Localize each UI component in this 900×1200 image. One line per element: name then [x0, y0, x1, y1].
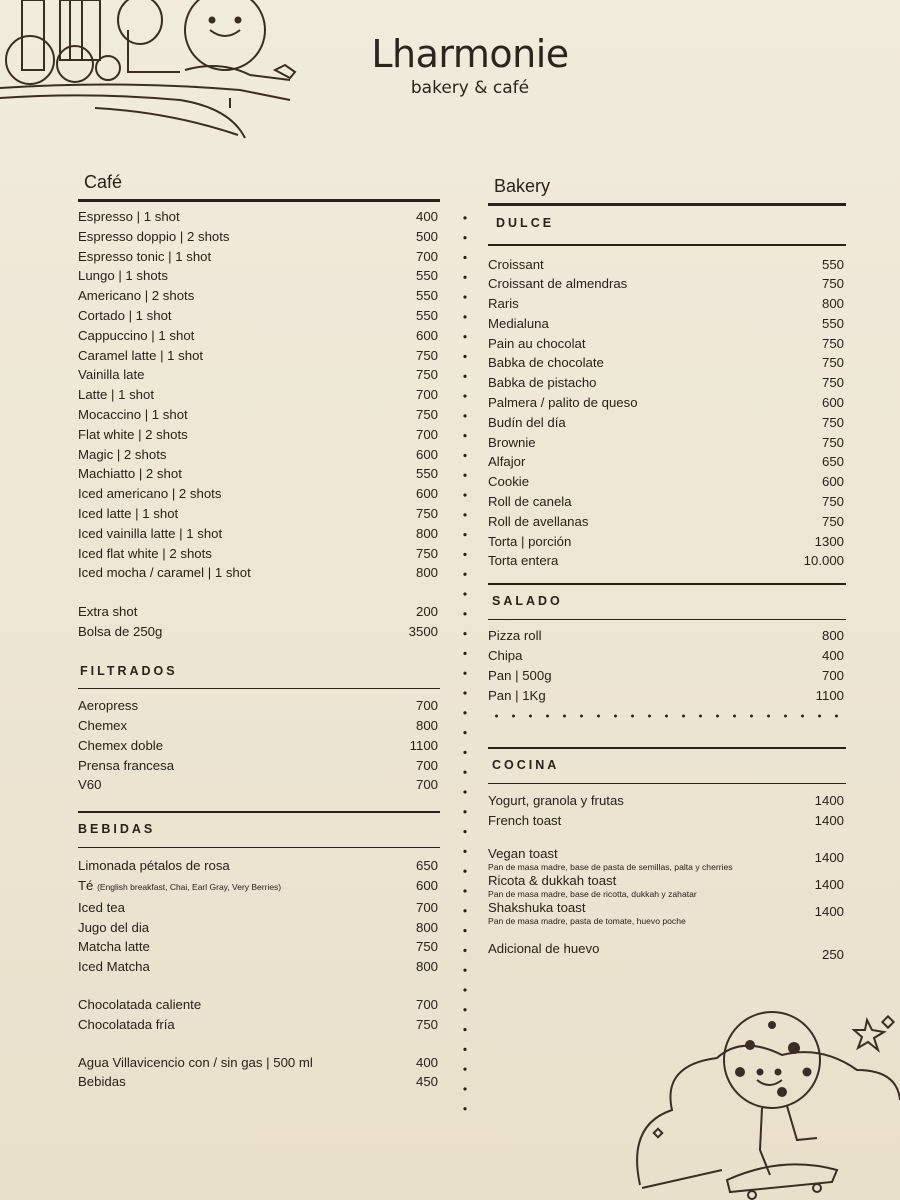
- chocolatadas-list: [78, 995, 440, 1035]
- item-name-text: Babka de pistacho: [488, 375, 597, 391]
- item-price: 200: [415, 604, 438, 620]
- item-name: [78, 247, 380, 267]
- item-price: 750: [821, 414, 844, 430]
- item-price: 750: [415, 505, 438, 521]
- item-price: 1400: [814, 813, 844, 829]
- item-description: Pan de masa madre, base de ricotta, dukkah y zahatar: [488, 889, 697, 900]
- menu-item: [488, 512, 846, 532]
- cookie-skater-illustration: [622, 1010, 900, 1200]
- item-name: [78, 464, 380, 484]
- divider: [488, 619, 846, 621]
- item-price: 550: [821, 315, 844, 331]
- cocina-heading: COCINA: [492, 757, 560, 772]
- menu-item: [488, 452, 846, 472]
- menu-item: [78, 464, 440, 484]
- espresso-list: [78, 207, 440, 583]
- brand-tagline: bakery & café: [410, 78, 530, 98]
- item-price: 700: [415, 757, 438, 773]
- item-name: [78, 716, 380, 736]
- item-price: 600: [415, 327, 438, 343]
- menu-item: [78, 504, 440, 524]
- item-name: [78, 346, 380, 366]
- menu-item: [488, 492, 846, 512]
- menu-item: [78, 622, 440, 642]
- item-name-text: Iced Matcha: [78, 959, 150, 975]
- item-name: [488, 373, 786, 393]
- item-price: 3500: [408, 623, 438, 639]
- menu-item: [78, 326, 440, 346]
- menu-item: [78, 227, 440, 247]
- item-price: 750: [415, 347, 438, 363]
- item-name: Adicional de huevo: [488, 941, 600, 957]
- menu-item: [78, 445, 440, 465]
- item-price: 750: [821, 335, 844, 351]
- item-price: 700: [415, 997, 438, 1012]
- menu-item: [488, 791, 846, 811]
- item-name-text: Ricota & dukkah toast: [488, 873, 617, 889]
- item-name: [488, 294, 786, 314]
- item-name: [488, 900, 786, 927]
- salado-heading: SALADO: [492, 593, 563, 608]
- item-name-text: Chipa: [488, 648, 523, 664]
- item-name: [78, 405, 380, 425]
- menu-item: [78, 775, 440, 795]
- item-name-text: Cortado | 1 shot: [78, 307, 172, 323]
- item-name: [78, 306, 380, 326]
- item-price: 750: [821, 494, 844, 510]
- item-price: 550: [415, 288, 438, 304]
- menu-item: [488, 646, 846, 666]
- divider: [78, 688, 440, 690]
- menu-item: [78, 856, 440, 876]
- menu-item: [488, 353, 846, 373]
- item-name-text: Iced latte | 1 shot: [78, 505, 179, 521]
- item-price: 650: [821, 454, 844, 470]
- item-name: [78, 957, 380, 977]
- item-name: [488, 551, 786, 571]
- dulce-list: [488, 255, 846, 572]
- item-name-text: Mocaccino | 1 shot: [78, 406, 188, 422]
- item-name-text: Croissant: [488, 256, 544, 272]
- item-name: [78, 602, 380, 622]
- item-name: [78, 286, 380, 306]
- menu-item: [488, 314, 846, 334]
- item-name-text: Aeropress: [78, 698, 139, 714]
- menu-item: [78, 756, 440, 776]
- item-name-text: Espresso doppio | 2 shots: [78, 228, 230, 244]
- item-name: [78, 775, 380, 795]
- item-name: [488, 314, 786, 334]
- menu-item: [78, 898, 440, 918]
- item-price: 400: [415, 1054, 438, 1070]
- item-name: [78, 544, 380, 564]
- item-price: 600: [821, 474, 844, 490]
- menu-item: [488, 433, 846, 453]
- item-price: 550: [415, 268, 438, 284]
- item-price: 1400: [814, 793, 844, 809]
- menu-item: [78, 716, 440, 736]
- item-name: [78, 504, 380, 524]
- item-name-text: Cappuccino | 1 shot: [78, 327, 195, 343]
- item-name: [78, 856, 380, 876]
- item-name: [488, 686, 786, 706]
- item-name-text: Yogurt, granola y frutas: [488, 793, 624, 809]
- menu-item: [78, 484, 440, 504]
- menu-item: [488, 900, 846, 927]
- item-name-text: Vainilla late: [78, 367, 145, 383]
- item-price: 800: [821, 296, 844, 312]
- item-name-text: Pain au chocolat: [488, 335, 586, 351]
- item-name-text: Vegan toast: [488, 846, 558, 862]
- item-name: [78, 736, 380, 756]
- item-price: 700: [821, 667, 844, 683]
- item-name-text: Pan | 1Kg: [488, 687, 546, 703]
- item-name-text: Medialuna: [488, 315, 549, 331]
- item-name-text: Espresso tonic | 1 shot: [78, 248, 212, 264]
- divider: [488, 783, 846, 785]
- menu-item: [78, 365, 440, 385]
- menu-item: [488, 846, 846, 873]
- item-name: [488, 393, 786, 413]
- item-name-text: Lungo | 1 shots: [78, 268, 168, 284]
- aguas-list: [78, 1053, 440, 1093]
- item-name-text: Té: [78, 878, 94, 894]
- cafe-column: [78, 172, 440, 1092]
- item-name: [488, 846, 786, 873]
- item-name-text: Babka de chocolate: [488, 355, 604, 371]
- item-name-text: Raris: [488, 296, 519, 312]
- brand-header: [360, 32, 580, 98]
- item-price: 550: [821, 256, 844, 272]
- filtrados-heading: FILTRADOS: [80, 663, 178, 678]
- item-name-text: Cookie: [488, 474, 530, 490]
- item-price: 750: [415, 406, 438, 422]
- item-price: 700: [415, 899, 438, 915]
- menu-item: [488, 294, 846, 314]
- item-price: 800: [415, 919, 438, 935]
- item-name-text: Bebidas: [78, 1074, 126, 1090]
- divider: [78, 199, 440, 202]
- item-name: [78, 425, 380, 445]
- item-name-text: Iced mocha / caramel | 1 shot: [78, 565, 251, 581]
- menu-item: [488, 393, 846, 413]
- item-price: 400: [415, 209, 438, 224]
- item-name: [78, 266, 380, 286]
- item-name-text: Palmera / palito de queso: [488, 395, 638, 411]
- item-name-text: Chemex doble: [78, 737, 164, 753]
- item-name-text: Extra shot: [78, 604, 138, 620]
- item-name: [78, 524, 380, 544]
- item-name: [78, 898, 380, 918]
- divider: [488, 244, 846, 246]
- item-price: 250: [821, 947, 844, 963]
- item-name: [488, 666, 786, 686]
- item-price: 600: [821, 395, 844, 411]
- item-name: [488, 452, 786, 472]
- menu-item: [78, 524, 440, 544]
- menu-item: [78, 1015, 440, 1035]
- item-price: 1100: [815, 687, 844, 703]
- item-price: 500: [415, 228, 438, 244]
- item-price: 1400: [814, 850, 844, 866]
- divider: [488, 583, 846, 585]
- item-name: [78, 1015, 380, 1035]
- item-name: [488, 626, 786, 646]
- item-price: 750: [415, 939, 438, 955]
- menu-item: [488, 939, 846, 965]
- item-name-text: Caramel latte | 1 shot: [78, 347, 204, 363]
- item-name-text: Croissant de almendras: [488, 276, 628, 292]
- item-name-text: Americano | 2 shots: [78, 288, 195, 304]
- menu-item: [488, 551, 846, 571]
- item-price: 750: [821, 355, 844, 371]
- item-name-text: Latte | 1 shot: [78, 387, 155, 403]
- divider: [488, 203, 846, 206]
- bebidas-list: [78, 856, 440, 977]
- item-name: [488, 334, 786, 354]
- item-price: 600: [415, 486, 438, 502]
- item-name-text: Budín del día: [488, 414, 566, 430]
- item-name: [78, 696, 380, 716]
- menu-item: [78, 346, 440, 366]
- item-name-text: Torta | porción: [488, 533, 572, 549]
- menu-item: [78, 918, 440, 938]
- item-description: Pan de masa madre, pasta de tomate, huevo poche: [488, 916, 686, 927]
- item-name: [78, 227, 380, 247]
- item-price: 700: [415, 426, 438, 442]
- item-description: Pan de masa madre, base de pasta de semillas, palta y cherries: [488, 862, 733, 873]
- item-name: [488, 433, 786, 453]
- item-name-text: Roll de avellanas: [488, 513, 589, 529]
- menu-item: [78, 544, 440, 564]
- column-separator: [462, 208, 468, 1118]
- item-name: [78, 326, 380, 346]
- menu-item: [488, 413, 846, 433]
- item-name: [78, 622, 380, 642]
- item-price: 700: [415, 777, 438, 793]
- item-name: [78, 484, 380, 504]
- item-name: [488, 274, 786, 294]
- item-name-text: Chemex: [78, 718, 128, 734]
- item-name: [78, 563, 380, 583]
- item-price: 800: [415, 959, 438, 975]
- item-name: [78, 207, 380, 227]
- item-price: 800: [415, 565, 438, 581]
- item-name-text: French toast: [488, 813, 562, 829]
- item-price: 600: [415, 878, 438, 894]
- bakery-heading: Bakery: [494, 176, 551, 196]
- salado-list: [488, 626, 846, 705]
- item-name: [488, 353, 786, 373]
- item-name-text: Torta entera: [488, 553, 559, 569]
- item-price: 1300: [814, 533, 844, 549]
- item-name-text: Chocolatada caliente: [78, 997, 202, 1012]
- item-price: 750: [415, 545, 438, 561]
- item-name-text: Alfajor: [488, 454, 526, 470]
- item-name-text: Jugo del dia: [78, 919, 150, 935]
- menu-item: [78, 207, 440, 227]
- menu-item: [488, 532, 846, 552]
- menu-item: [78, 995, 440, 1015]
- item-name: [488, 646, 786, 666]
- item-price: 10.000: [803, 553, 844, 569]
- filtrados-list: [78, 696, 440, 795]
- item-name: [488, 532, 786, 552]
- dotted-divider: [488, 713, 846, 719]
- item-name-text: Limonada pétalos de rosa: [78, 858, 230, 874]
- item-name-text: Brownie: [488, 434, 536, 450]
- item-name: [78, 876, 380, 898]
- item-name: [488, 512, 786, 532]
- item-note: (English breakfast, Chai, Earl Gray, Very Berries): [97, 882, 282, 893]
- item-name: [488, 873, 786, 900]
- menu-item: [488, 334, 846, 354]
- divider: [488, 747, 846, 749]
- item-price: 750: [821, 375, 844, 391]
- item-name-text: Espresso | 1 shot: [78, 209, 180, 224]
- item-price: 400: [821, 648, 844, 664]
- cocina-list: [488, 791, 846, 831]
- brand-name: Lharmonie: [371, 32, 569, 76]
- menu-item: [488, 811, 846, 831]
- menu-item: [488, 255, 846, 275]
- item-name-text: Pan | 500g: [488, 667, 552, 683]
- item-name: [78, 385, 380, 405]
- item-price: 450: [415, 1074, 438, 1090]
- item-name-text: Iced flat white | 2 shots: [78, 545, 212, 561]
- item-name-text: Matcha latte: [78, 939, 150, 955]
- menu-item: [78, 937, 440, 957]
- item-name: [488, 255, 786, 275]
- item-price: 650: [415, 858, 438, 874]
- menu-item: [78, 266, 440, 286]
- item-name: [488, 492, 786, 512]
- menu-item: [78, 736, 440, 756]
- menu-item: [78, 1072, 440, 1092]
- item-price: 700: [415, 698, 438, 714]
- item-price: 800: [821, 628, 844, 644]
- item-price: 800: [415, 525, 438, 541]
- item-name: [488, 413, 786, 433]
- item-name: [78, 995, 380, 1015]
- bebidas-heading: BEBIDAS: [78, 821, 156, 836]
- menu-item: [78, 696, 440, 716]
- item-name-text: Iced tea: [78, 899, 125, 915]
- item-price: 1400: [814, 877, 844, 893]
- menu-item: [78, 1053, 440, 1073]
- item-name: [78, 918, 380, 938]
- menu-item: [78, 405, 440, 425]
- item-name-text: V60: [78, 777, 102, 793]
- city-park-illustration: [0, 0, 310, 145]
- item-name-text: Agua Villavicencio con / sin gas | 500 ml: [78, 1054, 313, 1070]
- extras-list: [78, 602, 440, 642]
- item-price: 750: [821, 276, 844, 292]
- item-price: 1100: [409, 737, 438, 753]
- menu-item: [78, 247, 440, 267]
- divider: [78, 811, 440, 813]
- item-price: 800: [415, 718, 438, 734]
- bakery-column: [488, 176, 846, 965]
- item-name-text: Bolsa de 250g: [78, 623, 163, 639]
- item-name: [78, 1072, 380, 1092]
- menu-item: [78, 425, 440, 445]
- menu-item: [78, 957, 440, 977]
- item-name: [78, 937, 380, 957]
- menu-item: [488, 686, 846, 706]
- divider: [78, 847, 440, 849]
- item-name-text: Magic | 2 shots: [78, 446, 167, 462]
- item-name-text: Prensa francesa: [78, 757, 175, 773]
- menu-item: [78, 876, 440, 898]
- item-price: 550: [415, 307, 438, 323]
- item-name-text: Flat white | 2 shots: [78, 426, 188, 442]
- menu-item: [488, 626, 846, 646]
- item-name: [78, 445, 380, 465]
- menu-item: [78, 563, 440, 583]
- menu-item: [78, 306, 440, 326]
- item-name-text: Iced americano | 2 shots: [78, 486, 222, 502]
- item-price: 750: [415, 367, 438, 383]
- item-price: 700: [415, 387, 438, 403]
- item-name: [488, 811, 786, 831]
- item-name-text: Shakshuka toast: [488, 900, 586, 916]
- menu-item: [78, 602, 440, 622]
- item-name-text: Machiatto | 2 shot: [78, 466, 182, 482]
- item-price: 1400: [814, 904, 844, 920]
- menu-item: [78, 385, 440, 405]
- menu-item: [488, 873, 846, 900]
- menu-item: [488, 274, 846, 294]
- item-price: 550: [415, 466, 438, 482]
- item-name: [488, 472, 786, 492]
- item-name-text: Roll de canela: [488, 494, 572, 510]
- toasts-list: [488, 846, 846, 927]
- menu-item: [78, 286, 440, 306]
- item-name: [78, 365, 380, 385]
- menu-item: [488, 666, 846, 686]
- dulce-heading: DULCE: [496, 216, 555, 230]
- item-name: [78, 756, 380, 776]
- item-name: [488, 791, 786, 811]
- item-name-text: Pizza roll: [488, 628, 542, 644]
- menu-item: [488, 472, 846, 492]
- menu-item: [488, 373, 846, 393]
- item-price: 750: [415, 1016, 438, 1032]
- item-name: [78, 1053, 380, 1073]
- item-price: 600: [415, 446, 438, 462]
- item-price: 750: [821, 434, 844, 450]
- item-name-text: Chocolatada fría: [78, 1016, 175, 1032]
- cafe-heading: Café: [84, 172, 123, 192]
- item-name-text: Iced vainilla latte | 1 shot: [78, 525, 223, 541]
- item-price: 700: [415, 248, 438, 264]
- item-price: 750: [821, 513, 844, 529]
